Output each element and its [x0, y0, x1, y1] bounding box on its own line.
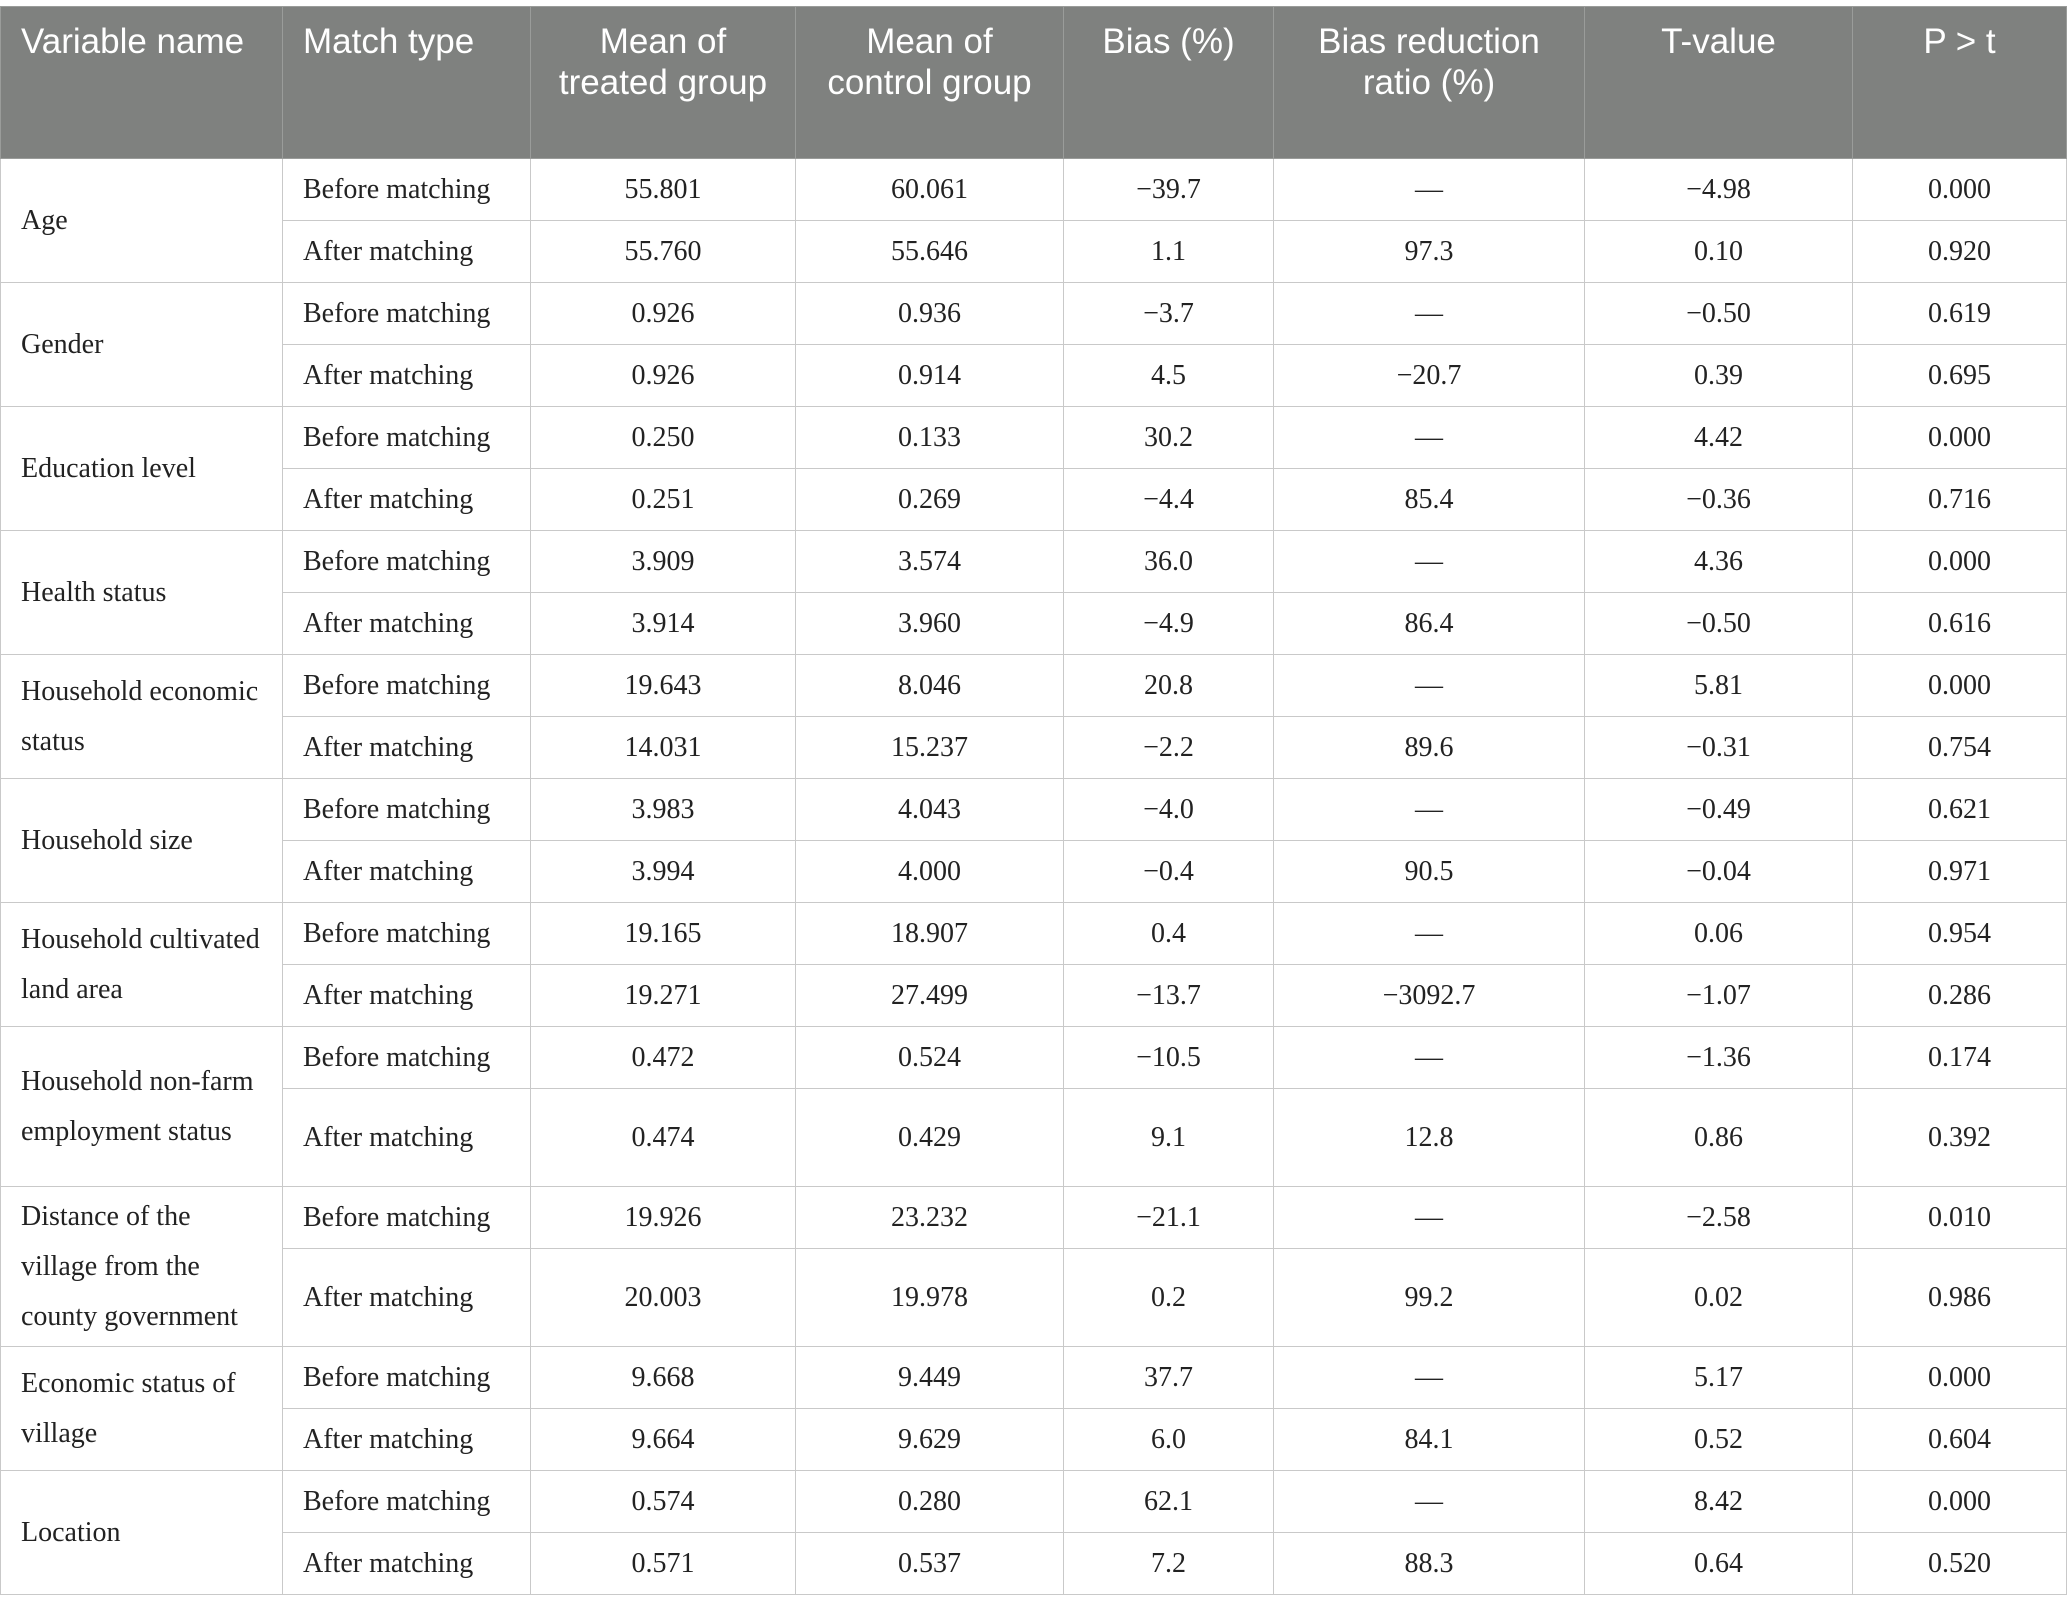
- treated-mean-cell: 0.251: [531, 469, 796, 531]
- match-type-cell: After matching: [283, 965, 531, 1027]
- control-mean-cell: 15.237: [796, 717, 1064, 779]
- match-type-cell: Before matching: [283, 283, 531, 345]
- t-value-cell: −2.58: [1585, 1187, 1853, 1249]
- match-type-cell: After matching: [283, 1089, 531, 1187]
- control-mean-cell: 4.043: [796, 779, 1064, 841]
- bias-cell: 6.0: [1064, 1409, 1274, 1471]
- match-type-cell: After matching: [283, 1533, 531, 1595]
- control-mean-cell: 9.449: [796, 1347, 1064, 1409]
- table-row: [1, 283, 2067, 345]
- treated-mean-cell: 0.571: [531, 1533, 796, 1595]
- variable-name-cell: Household cultivated land area: [1, 903, 283, 1027]
- treated-mean-cell: 19.165: [531, 903, 796, 965]
- match-type-cell: Before matching: [283, 903, 531, 965]
- match-type-cell: After matching: [283, 593, 531, 655]
- t-value-cell: 0.52: [1585, 1409, 1853, 1471]
- variable-name-cell: Health status: [1, 531, 283, 655]
- match-type-cell: Before matching: [283, 159, 531, 221]
- table-row: [1, 531, 2067, 593]
- control-mean-cell: 3.574: [796, 531, 1064, 593]
- bias-reduction-cell: —: [1274, 407, 1585, 469]
- col-header-mean-treated: Mean of treated group: [531, 7, 796, 159]
- p-value-cell: 0.000: [1853, 159, 2067, 221]
- bias-cell: 20.8: [1064, 655, 1274, 717]
- variable-name-cell: Distance of the village from the county government: [1, 1187, 283, 1347]
- control-mean-cell: 9.629: [796, 1409, 1064, 1471]
- control-mean-cell: 0.537: [796, 1533, 1064, 1595]
- p-value-cell: 0.986: [1853, 1249, 2067, 1347]
- t-value-cell: 4.36: [1585, 531, 1853, 593]
- control-mean-cell: 60.061: [796, 159, 1064, 221]
- treated-mean-cell: 14.031: [531, 717, 796, 779]
- table-row: [1, 1409, 2067, 1471]
- p-value-cell: 0.000: [1853, 1471, 2067, 1533]
- t-value-cell: −0.31: [1585, 717, 1853, 779]
- treated-mean-cell: 0.926: [531, 345, 796, 407]
- p-value-cell: 0.174: [1853, 1027, 2067, 1089]
- bias-cell: 30.2: [1064, 407, 1274, 469]
- bias-cell: 9.1: [1064, 1089, 1274, 1187]
- control-mean-cell: 4.000: [796, 841, 1064, 903]
- t-value-cell: −0.50: [1585, 593, 1853, 655]
- control-mean-cell: 27.499: [796, 965, 1064, 1027]
- treated-mean-cell: 0.574: [531, 1471, 796, 1533]
- t-value-cell: −1.36: [1585, 1027, 1853, 1089]
- p-value-cell: 0.971: [1853, 841, 2067, 903]
- match-type-cell: After matching: [283, 1249, 531, 1347]
- bias-reduction-cell: —: [1274, 1027, 1585, 1089]
- table-body: [1, 159, 2067, 1595]
- table-row: [1, 965, 2067, 1027]
- treated-mean-cell: 3.983: [531, 779, 796, 841]
- variable-name-cell: Age: [1, 159, 283, 283]
- bias-reduction-cell: 84.1: [1274, 1409, 1585, 1471]
- t-value-cell: 5.17: [1585, 1347, 1853, 1409]
- variable-name-cell: Education level: [1, 407, 283, 531]
- variable-name-cell: Household size: [1, 779, 283, 903]
- bias-reduction-cell: —: [1274, 159, 1585, 221]
- table-row: [1, 841, 2067, 903]
- table-row: [1, 1249, 2067, 1347]
- control-mean-cell: 18.907: [796, 903, 1064, 965]
- control-mean-cell: 55.646: [796, 221, 1064, 283]
- bias-reduction-cell: —: [1274, 1187, 1585, 1249]
- bias-reduction-cell: 97.3: [1274, 221, 1585, 283]
- p-value-cell: 0.716: [1853, 469, 2067, 531]
- control-mean-cell: 19.978: [796, 1249, 1064, 1347]
- match-type-cell: After matching: [283, 717, 531, 779]
- p-value-cell: 0.010: [1853, 1187, 2067, 1249]
- t-value-cell: 0.64: [1585, 1533, 1853, 1595]
- t-value-cell: 0.02: [1585, 1249, 1853, 1347]
- bias-cell: −4.4: [1064, 469, 1274, 531]
- treated-mean-cell: 3.909: [531, 531, 796, 593]
- match-type-cell: After matching: [283, 1409, 531, 1471]
- control-mean-cell: 0.269: [796, 469, 1064, 531]
- bias-reduction-cell: —: [1274, 531, 1585, 593]
- p-value-cell: 0.000: [1853, 531, 2067, 593]
- treated-mean-cell: 9.664: [531, 1409, 796, 1471]
- p-value-cell: 0.695: [1853, 345, 2067, 407]
- treated-mean-cell: 19.271: [531, 965, 796, 1027]
- bias-cell: −39.7: [1064, 159, 1274, 221]
- bias-cell: 0.4: [1064, 903, 1274, 965]
- control-mean-cell: 0.936: [796, 283, 1064, 345]
- bias-reduction-cell: —: [1274, 1471, 1585, 1533]
- bias-reduction-cell: —: [1274, 903, 1585, 965]
- table-row: [1, 593, 2067, 655]
- treated-mean-cell: 0.474: [531, 1089, 796, 1187]
- table-row: [1, 655, 2067, 717]
- variable-name-cell: Household non-farm employment status: [1, 1027, 283, 1187]
- t-value-cell: −0.04: [1585, 841, 1853, 903]
- bias-reduction-cell: —: [1274, 779, 1585, 841]
- treated-mean-cell: 55.801: [531, 159, 796, 221]
- p-value-cell: 0.954: [1853, 903, 2067, 965]
- table-row: [1, 1471, 2067, 1533]
- bias-reduction-cell: 90.5: [1274, 841, 1585, 903]
- bias-cell: 37.7: [1064, 1347, 1274, 1409]
- bias-cell: 4.5: [1064, 345, 1274, 407]
- match-type-cell: After matching: [283, 841, 531, 903]
- treated-mean-cell: 0.472: [531, 1027, 796, 1089]
- col-header-p-value: P > t: [1853, 7, 2067, 159]
- treated-mean-cell: 9.668: [531, 1347, 796, 1409]
- t-value-cell: 0.10: [1585, 221, 1853, 283]
- control-mean-cell: 3.960: [796, 593, 1064, 655]
- bias-reduction-cell: 85.4: [1274, 469, 1585, 531]
- t-value-cell: −0.36: [1585, 469, 1853, 531]
- p-value-cell: 0.392: [1853, 1089, 2067, 1187]
- p-value-cell: 0.000: [1853, 1347, 2067, 1409]
- bias-reduction-cell: −3092.7: [1274, 965, 1585, 1027]
- treated-mean-cell: 55.760: [531, 221, 796, 283]
- bias-reduction-cell: 86.4: [1274, 593, 1585, 655]
- table-row: [1, 407, 2067, 469]
- p-value-cell: 0.754: [1853, 717, 2067, 779]
- col-header-bias: Bias (%): [1064, 7, 1274, 159]
- t-value-cell: −4.98: [1585, 159, 1853, 221]
- col-header-bias-reduction: Bias reduction ratio (%): [1274, 7, 1585, 159]
- match-type-cell: Before matching: [283, 655, 531, 717]
- bias-cell: −2.2: [1064, 717, 1274, 779]
- t-value-cell: 4.42: [1585, 407, 1853, 469]
- col-header-match-type: Match type: [283, 7, 531, 159]
- balance-test-table: [0, 6, 2067, 1595]
- bias-reduction-cell: 88.3: [1274, 1533, 1585, 1595]
- p-value-cell: 0.000: [1853, 407, 2067, 469]
- match-type-cell: After matching: [283, 221, 531, 283]
- p-value-cell: 0.616: [1853, 593, 2067, 655]
- control-mean-cell: 0.914: [796, 345, 1064, 407]
- header-row: [1, 7, 2067, 159]
- control-mean-cell: 0.133: [796, 407, 1064, 469]
- table-row: [1, 221, 2067, 283]
- bias-reduction-cell: 89.6: [1274, 717, 1585, 779]
- bias-cell: −4.0: [1064, 779, 1274, 841]
- bias-reduction-cell: —: [1274, 283, 1585, 345]
- p-value-cell: 0.621: [1853, 779, 2067, 841]
- bias-cell: −3.7: [1064, 283, 1274, 345]
- match-type-cell: Before matching: [283, 1027, 531, 1089]
- treated-mean-cell: 0.250: [531, 407, 796, 469]
- p-value-cell: 0.000: [1853, 655, 2067, 717]
- bias-reduction-cell: —: [1274, 1347, 1585, 1409]
- p-value-cell: 0.604: [1853, 1409, 2067, 1471]
- table-row: [1, 1027, 2067, 1089]
- t-value-cell: 0.86: [1585, 1089, 1853, 1187]
- match-type-cell: After matching: [283, 469, 531, 531]
- match-type-cell: Before matching: [283, 1347, 531, 1409]
- control-mean-cell: 0.280: [796, 1471, 1064, 1533]
- variable-name-cell: Location: [1, 1471, 283, 1595]
- treated-mean-cell: 19.926: [531, 1187, 796, 1249]
- t-value-cell: −0.50: [1585, 283, 1853, 345]
- variable-name-cell: Household economic status: [1, 655, 283, 779]
- p-value-cell: 0.619: [1853, 283, 2067, 345]
- bias-reduction-cell: 12.8: [1274, 1089, 1585, 1187]
- table-row: [1, 717, 2067, 779]
- t-value-cell: 5.81: [1585, 655, 1853, 717]
- col-header-variable-name: Variable name: [1, 7, 283, 159]
- match-type-cell: Before matching: [283, 1471, 531, 1533]
- bias-reduction-cell: −20.7: [1274, 345, 1585, 407]
- bias-cell: −10.5: [1064, 1027, 1274, 1089]
- bias-cell: −13.7: [1064, 965, 1274, 1027]
- treated-mean-cell: 20.003: [531, 1249, 796, 1347]
- t-value-cell: 0.06: [1585, 903, 1853, 965]
- treated-mean-cell: 0.926: [531, 283, 796, 345]
- t-value-cell: −1.07: [1585, 965, 1853, 1027]
- treated-mean-cell: 3.914: [531, 593, 796, 655]
- table-row: [1, 1187, 2067, 1249]
- bias-cell: −21.1: [1064, 1187, 1274, 1249]
- match-type-cell: After matching: [283, 345, 531, 407]
- variable-name-cell: Economic status of village: [1, 1347, 283, 1471]
- control-mean-cell: 0.524: [796, 1027, 1064, 1089]
- variable-name-cell: Gender: [1, 283, 283, 407]
- match-type-cell: Before matching: [283, 1187, 531, 1249]
- match-type-cell: Before matching: [283, 779, 531, 841]
- table-row: [1, 779, 2067, 841]
- table-row: [1, 345, 2067, 407]
- bias-cell: 62.1: [1064, 1471, 1274, 1533]
- table-row: [1, 903, 2067, 965]
- match-type-cell: Before matching: [283, 407, 531, 469]
- t-value-cell: 8.42: [1585, 1471, 1853, 1533]
- bias-cell: 36.0: [1064, 531, 1274, 593]
- p-value-cell: 0.920: [1853, 221, 2067, 283]
- t-value-cell: 0.39: [1585, 345, 1853, 407]
- treated-mean-cell: 3.994: [531, 841, 796, 903]
- control-mean-cell: 23.232: [796, 1187, 1064, 1249]
- control-mean-cell: 8.046: [796, 655, 1064, 717]
- match-type-cell: Before matching: [283, 531, 531, 593]
- p-value-cell: 0.286: [1853, 965, 2067, 1027]
- bias-reduction-cell: 99.2: [1274, 1249, 1585, 1347]
- table-row: [1, 1089, 2067, 1187]
- bias-reduction-cell: —: [1274, 655, 1585, 717]
- control-mean-cell: 0.429: [796, 1089, 1064, 1187]
- table-row: [1, 1533, 2067, 1595]
- col-header-t-value: T-value: [1585, 7, 1853, 159]
- table-row: [1, 469, 2067, 531]
- table-row: [1, 159, 2067, 221]
- p-value-cell: 0.520: [1853, 1533, 2067, 1595]
- bias-cell: −0.4: [1064, 841, 1274, 903]
- bias-cell: 1.1: [1064, 221, 1274, 283]
- t-value-cell: −0.49: [1585, 779, 1853, 841]
- bias-cell: −4.9: [1064, 593, 1274, 655]
- col-header-mean-control: Mean of control group: [796, 7, 1064, 159]
- bias-cell: 7.2: [1064, 1533, 1274, 1595]
- table-row: [1, 1347, 2067, 1409]
- bias-cell: 0.2: [1064, 1249, 1274, 1347]
- treated-mean-cell: 19.643: [531, 655, 796, 717]
